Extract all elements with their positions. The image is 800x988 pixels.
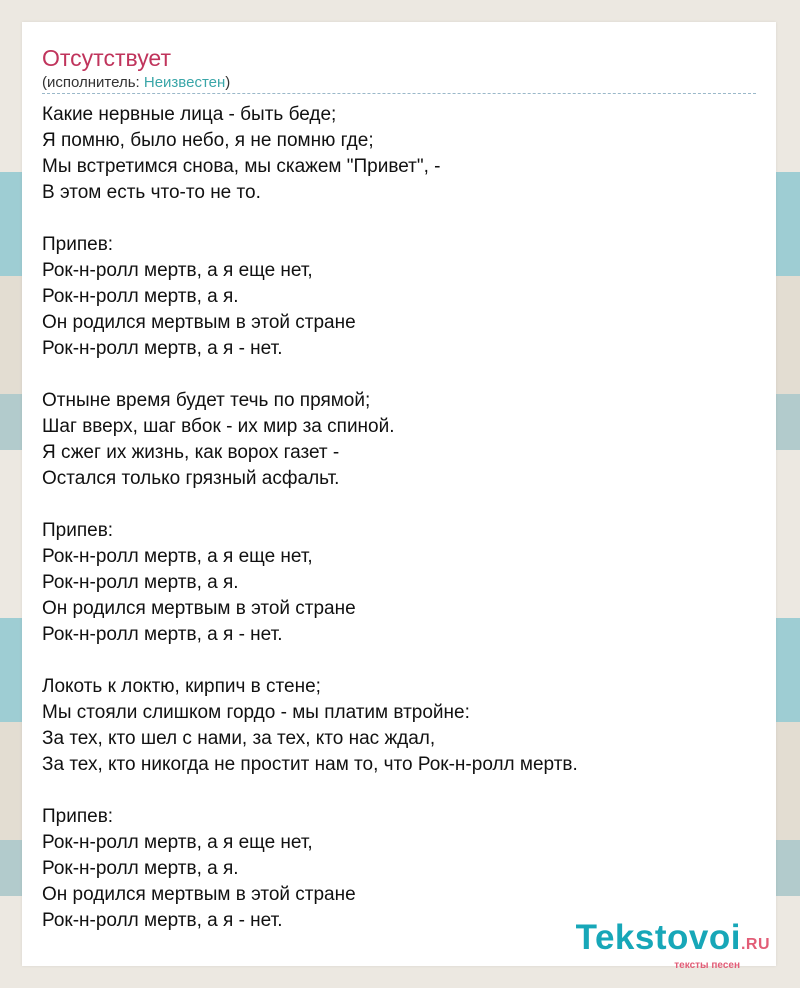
artist-suffix: ) — [225, 74, 231, 91]
lyric-line: Шаг вверх, шаг вбок - их мир за спиной. — [42, 416, 395, 437]
lyric-line: Мы встретимся снова, мы скажем "Привет", - — [42, 156, 441, 177]
lyric-line: Я сжег их жизнь, как ворох газет - — [42, 442, 340, 463]
lyric-line: Рок-н-ролл мертв, а я еще нет, — [42, 546, 313, 567]
artist-link[interactable]: Неизвестен — [143, 74, 226, 91]
stanza-gap — [42, 648, 756, 674]
lyric-line: За тех, кто шел с нами, за тех, кто нас ждал, — [42, 728, 436, 749]
lyric-line: Какие нервные лица - быть беде; — [42, 104, 337, 125]
lyric-line: Отныне время будет течь по прямой; — [42, 390, 371, 411]
lyric-line: Припев: — [42, 234, 114, 255]
lyric-line: Рок-н-ролл мертв, а я. — [42, 286, 239, 307]
lyric-line: Локоть к локтю, кирпич в стене; — [42, 676, 321, 697]
logo-name: Tekstovoi — [575, 918, 741, 957]
lyric-line: Остался только грязный асфальт. — [42, 468, 340, 489]
stanza-gap — [42, 362, 756, 388]
lyric-line: Рок-н-ролл мертв, а я еще нет, — [42, 832, 313, 853]
logo-tld: .RU — [740, 936, 770, 953]
stanza-gap — [42, 206, 756, 232]
lyric-line: Я помню, было небо, я не помню где; — [42, 130, 374, 151]
stanza-gap — [42, 492, 756, 518]
lyrics-card — [22, 22, 776, 966]
lyric-line: В этом есть что-то не то. — [42, 182, 261, 203]
lyric-line: Мы стояли слишком гордо - мы платим втройне: — [42, 702, 470, 723]
song-title: Отсутствует — [42, 45, 171, 71]
lyric-line: Рок-н-ролл мертв, а я. — [42, 572, 239, 593]
artist-prefix: (исполнитель: — [42, 74, 144, 91]
lyric-line: Припев: — [42, 520, 114, 541]
lyric-line: Припев: — [42, 806, 114, 827]
lyrics-text — [42, 102, 756, 934]
lyric-line: Рок-н-ролл мертв, а я. — [42, 858, 239, 879]
lyric-line: Рок-н-ролл мертв, а я - нет. — [42, 910, 283, 931]
site-logo[interactable] — [576, 920, 770, 971]
logo-wordmark — [576, 920, 770, 963]
logo-tagline: тексты песен — [674, 960, 740, 971]
lyric-line: Он родился мертвым в этой стране — [42, 884, 356, 905]
stanza-gap — [42, 778, 756, 804]
lyric-line: Рок-н-ролл мертв, а я - нет. — [42, 624, 283, 645]
artist-line — [42, 73, 756, 94]
lyric-line: Рок-н-ролл мертв, а я - нет. — [42, 338, 283, 359]
lyric-line: За тех, кто никогда не простит нам то, что Рок-н-ролл мертв. — [42, 754, 578, 775]
lyric-line: Он родился мертвым в этой стране — [42, 598, 356, 619]
lyric-line: Он родился мертвым в этой стране — [42, 312, 356, 333]
lyric-line: Рок-н-ролл мертв, а я еще нет, — [42, 260, 313, 281]
